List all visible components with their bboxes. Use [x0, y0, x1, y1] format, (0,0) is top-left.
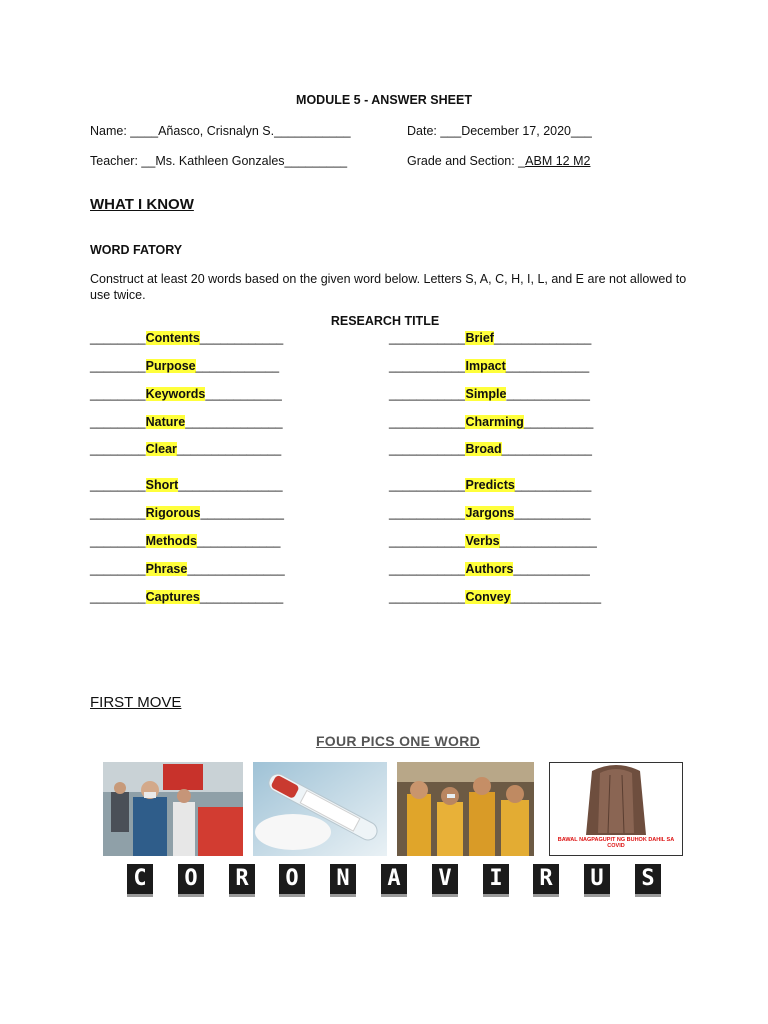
blank-line: ___________ — [389, 534, 466, 548]
given-word: RESEARCH TITLE — [330, 314, 440, 328]
answer-word: Purpose — [145, 359, 196, 373]
grade-section-label: Grade and Section: _ — [407, 154, 526, 168]
blank-line: ____________ — [199, 331, 284, 345]
right-word-row — [389, 359, 589, 373]
letter-tile: R — [533, 864, 559, 897]
blank-line: ___________ — [389, 478, 466, 492]
answer-word: Simple — [465, 387, 507, 401]
letter-tile: S — [635, 864, 661, 897]
right-word-row — [389, 415, 593, 429]
answer-word: Broad — [465, 442, 502, 456]
answer-word: Keywords — [145, 387, 206, 401]
haircut-notice-caption: BAWAL NAGPAGUPIT NG BUHOK DAHIL SA COVID — [557, 837, 675, 849]
answer-word: Rigorous — [145, 506, 201, 520]
answer-word: Charming — [465, 415, 524, 429]
blank-line: ___________ — [205, 387, 282, 401]
blank-line: ___________ — [389, 442, 466, 456]
first-move-heading: FIRST MOVE — [90, 694, 182, 711]
letter-tile: U — [584, 864, 610, 897]
answer-letter-tiles — [127, 864, 667, 900]
blank-line: ________ — [90, 590, 146, 604]
blank-line: ___________ — [389, 359, 466, 373]
answer-word: Clear — [145, 442, 177, 456]
blank-line: ___________ — [514, 478, 592, 492]
blank-line: ______________ — [493, 331, 592, 345]
left-word-row — [90, 590, 283, 604]
letter-tile: N — [330, 864, 356, 897]
instructions-text: Construct at least 20 words based on the given word below. Letters S, A, C, H, I, L, and E are not allowed to use twice. — [90, 272, 687, 302]
word-factory-heading: WORD FATORY — [90, 243, 183, 257]
blank-line: ____________ — [199, 590, 284, 604]
blank-line: ___________ — [513, 562, 590, 576]
blank-line: ___________ — [389, 590, 466, 604]
answer-word: Brief — [465, 331, 494, 345]
answer-word: Nature — [145, 415, 186, 429]
picture-test-tube — [253, 762, 387, 856]
blank-line: _____________ — [510, 590, 602, 604]
answer-word: Jargons — [465, 506, 515, 520]
blank-line: ____________ — [197, 534, 281, 548]
answer-word: Phrase — [145, 562, 188, 576]
blank-line: ________ — [90, 415, 146, 429]
letter-tile: O — [279, 864, 305, 897]
blank-line: ________ — [90, 442, 146, 456]
blank-line: ________ — [90, 534, 146, 548]
blank-line: ____________ — [505, 359, 590, 373]
blank-line: _______________ — [178, 478, 283, 492]
blank-line: ________ — [90, 506, 146, 520]
left-word-row — [90, 387, 282, 401]
answer-word: Contents — [145, 331, 200, 345]
letter-tile: R — [229, 864, 255, 897]
blank-line: ________ — [90, 387, 146, 401]
blank-line: ___________ — [389, 415, 466, 429]
blank-line: ______________ — [185, 415, 283, 429]
puzzle-title: FOUR PICS ONE WORD — [315, 733, 481, 749]
blank-line: ________ — [90, 331, 146, 345]
right-word-row — [389, 506, 591, 520]
blank-line: __________ — [523, 415, 594, 429]
left-word-row — [90, 478, 283, 492]
letter-tile: I — [483, 864, 509, 897]
letter-tile: V — [432, 864, 458, 897]
letter-tile: C — [127, 864, 153, 897]
left-word-row — [90, 415, 283, 429]
right-word-row — [389, 387, 590, 401]
left-word-row — [90, 331, 283, 345]
answer-word: Convey — [465, 590, 511, 604]
what-i-know-heading: WHAT I KNOW — [90, 196, 194, 213]
right-word-row — [389, 562, 590, 576]
blank-line: ______________ — [187, 562, 285, 576]
blank-line: ____________ — [506, 387, 590, 401]
right-word-row — [389, 442, 592, 456]
picture-haircut-notice — [549, 762, 683, 856]
left-word-row — [90, 534, 280, 548]
name-field: Name: ____Añasco, Crisnalyn S.___________ — [90, 124, 351, 138]
grade-section-field — [407, 154, 590, 168]
blank-line: ______________ — [499, 534, 597, 548]
blank-line: ___________ — [389, 331, 466, 345]
blank-line: ____________ — [200, 506, 284, 520]
blank-line: _____________ — [501, 442, 592, 456]
left-word-row — [90, 359, 279, 373]
page-title: MODULE 5 - ANSWER SHEET — [296, 93, 472, 107]
answer-word: Short — [145, 478, 179, 492]
right-word-row — [389, 331, 591, 345]
blank-line: ___________ — [389, 506, 466, 520]
left-word-row — [90, 442, 281, 456]
left-word-row — [90, 506, 284, 520]
answer-word: Captures — [145, 590, 200, 604]
right-word-row — [389, 478, 591, 492]
blank-line: ____________ — [195, 359, 280, 373]
answer-word: Impact — [465, 359, 506, 373]
answer-word: Predicts — [465, 478, 515, 492]
blank-line: ___________ — [389, 387, 466, 401]
picture-bus-passengers — [397, 762, 534, 856]
picture-protest — [103, 762, 243, 856]
blank-line: ___________ — [389, 562, 466, 576]
answer-word: Methods — [145, 534, 198, 548]
left-word-row — [90, 562, 285, 576]
letter-tile: A — [381, 864, 407, 897]
blank-line: ________ — [90, 562, 146, 576]
date-field: Date: ___December 17, 2020___ — [407, 124, 592, 138]
right-word-row — [389, 534, 597, 548]
blank-line: ________ — [90, 478, 146, 492]
grade-section-value: ABM 12 M2 — [525, 154, 591, 168]
answer-word: Authors — [465, 562, 514, 576]
blank-line: _______________ — [176, 442, 282, 456]
right-word-row — [389, 590, 601, 604]
blank-line: ___________ — [514, 506, 591, 520]
blank-line: ________ — [90, 359, 146, 373]
answer-word: Verbs — [465, 534, 500, 548]
letter-tile: O — [178, 864, 204, 897]
teacher-field: Teacher: __Ms. Kathleen Gonzales_________ — [90, 154, 348, 168]
